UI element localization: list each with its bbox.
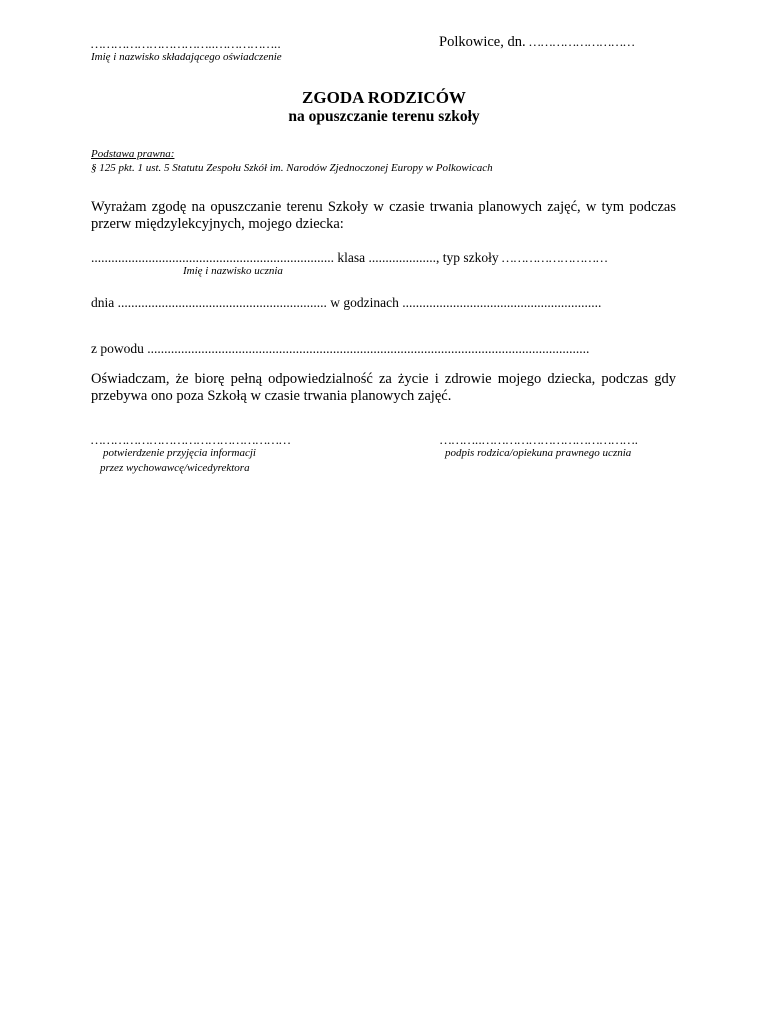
student-line — [91, 250, 608, 266]
parent-signature-dots: ………..…………………………………. — [440, 432, 639, 447]
parent-signature-caption: podpis rodzica/opiekuna prawnego ucznia — [445, 447, 632, 459]
consent-paragraph: Wyrażam zgodę na opuszczanie terenu Szkoły w czasie trwania planowych zajęć, w tym podczas przerw międzylekcyjnych, mojego dziecka: — [91, 199, 676, 232]
document-title: ZGODA RODZICÓW — [302, 88, 466, 107]
place-date-label: Polkowice, dn. — [439, 34, 526, 50]
declarant-name-dots: …………………………..…………….. — [91, 36, 282, 51]
document-subtitle: na opuszczanie terenu szkoły — [288, 108, 480, 125]
legal-basis-text: § 125 pkt. 1 ust. 5 Statutu Zespołu Szkół im. Narodów Zjednoczonej Europy w Polkowicach — [91, 162, 493, 174]
confirmation-caption-line2: przez wychowawcę/wicedyrektora — [100, 462, 250, 474]
declarant-name-label: Imię i nazwisko składającego oświadczenie — [91, 51, 282, 63]
class-dots: ...................., — [368, 250, 440, 265]
day-label: dnia — [91, 295, 115, 310]
hours-dots: ........................................................... — [402, 295, 602, 310]
school-type-dots: ……………………… — [502, 250, 608, 265]
school-type-label: typ szkoły — [442, 250, 499, 265]
reason-dots: ................................................................................................................................... — [147, 341, 590, 356]
class-label: klasa — [337, 250, 366, 265]
confirmation-signature-dots: …………………………………………… — [91, 432, 291, 447]
student-name-caption: Imię i nazwisko ucznia — [183, 265, 283, 277]
date-hours-line — [91, 295, 601, 311]
day-dots: .............................................................. — [117, 295, 327, 310]
legal-basis-label: Podstawa prawna: — [91, 148, 175, 160]
date-dots: ……………………… — [529, 34, 636, 49]
reason-label: z powodu — [91, 341, 144, 356]
hours-label: w godzinach — [330, 295, 399, 310]
reason-line — [91, 341, 589, 357]
confirmation-caption-line1: potwierdzenie przyjęcia informacji — [103, 447, 256, 459]
declaration-paragraph: Oświadczam, że biorę pełną odpowiedzialność za życie i zdrowie mojego dziecka, podczas gdy przebywa ono poza Szkołą w czasie trwania planowych zajęć. — [91, 371, 676, 404]
place-date-line — [439, 34, 635, 51]
student-name-dots: ........................................................................ — [91, 250, 334, 265]
